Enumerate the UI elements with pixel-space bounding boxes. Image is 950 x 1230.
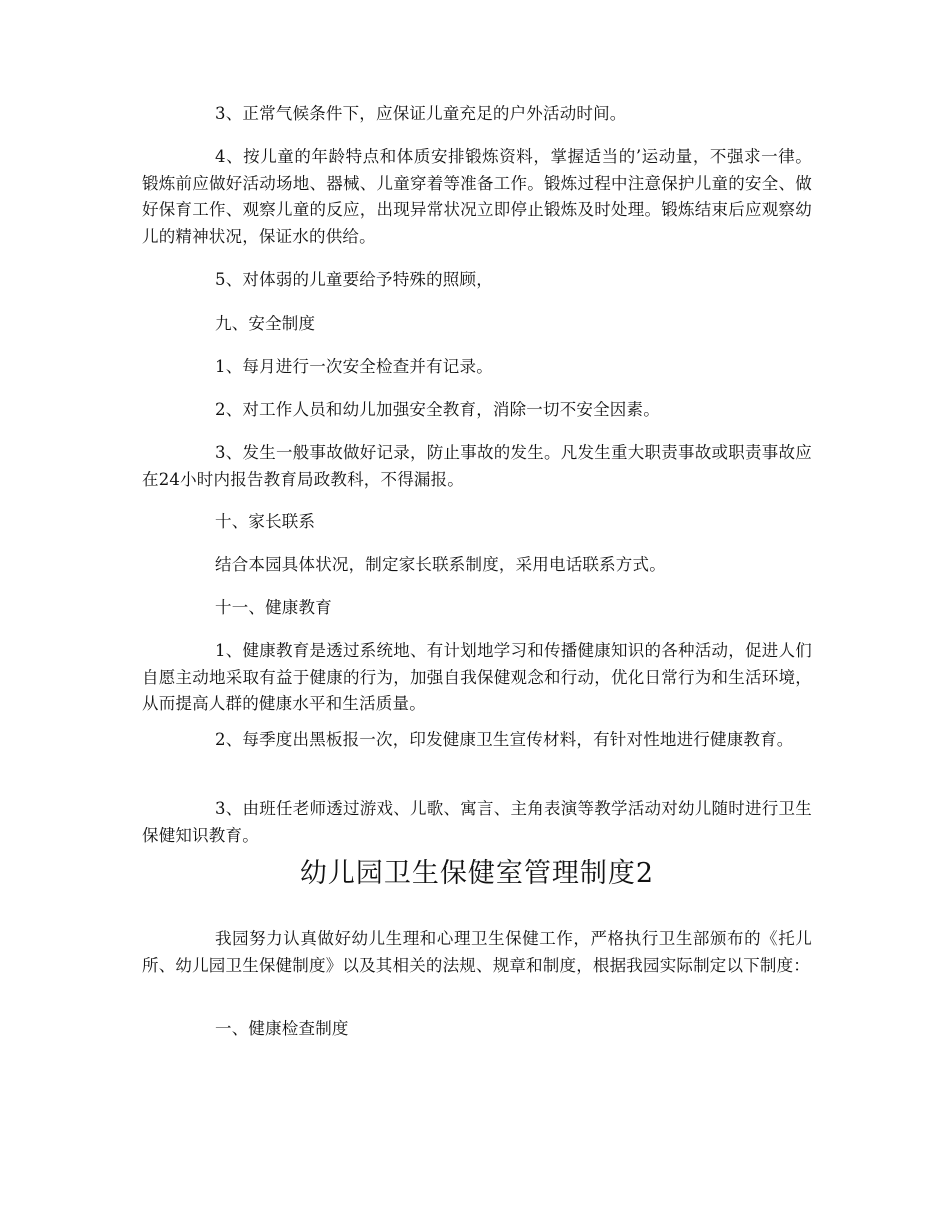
heading-safety: 九、安全制度 <box>215 314 316 333</box>
paragraph-exercise: 4、按儿童的年龄特点和体质安排锻炼资料，掌握适当的’运动量，不强求一律。锻炼前应做好活动场地、器械、儿童穿着等准备工作。锻炼过程中注意保护儿童的安全、做好保育工作、观察儿童的反应，出现异常状况立即停止锻炼及时处理。锻炼结束后应观察幼儿的精神状况，保证水的供给。 <box>142 147 812 246</box>
heading-parent-contact: 十、家长联系 <box>215 512 316 531</box>
paragraph-safety-education: 2、对工作人员和幼儿加强安全教育，消除一切不安全因素。 <box>215 400 660 419</box>
paragraph-outdoor-time: 3、正常气候条件下，应保证儿童充足的户外活动时间。 <box>215 104 627 123</box>
paragraph-monthly-check: 1、每月进行一次安全检查并有记录。 <box>215 357 493 376</box>
document-title: 幼儿园卫生保健室管理制度2 <box>299 858 655 889</box>
paragraph-health-education-definition: 1、健康教育是透过系统地、有计划地学习和传播健康知识的各种活动，促进人们自愿主动地采取有益于健康的行为，加强自我保健观念和行动，优化日常行为和生活环境，从而提高人群的健康水平和生活质量。 <box>142 641 812 713</box>
paragraph-weak-children: 5、对体弱的儿童要给予特殊的照顾， <box>215 270 493 289</box>
paragraph-blackboard: 2、每季度出黑板报一次，印发健康卫生宣传材料，有针对性地进行健康教育。 <box>215 730 794 749</box>
heading-health-check: 一、健康检查制度 <box>215 1019 349 1038</box>
paragraph-parent-contact: 结合本园具体状况，制定家长联系制度，采用电话联系方式。 <box>215 555 666 574</box>
paragraph-accident-report: 3、发生一般事故做好记录，防止事故的发生。凡发生重大职责事故或职责事故应在24小时内报告教育局政教科，不得漏报。 <box>142 443 812 489</box>
heading-health-education: 十一、健康教育 <box>215 598 332 617</box>
paragraph-intro: 我园努力认真做好幼儿生理和心理卫生保健工作，严格执行卫生部颁布的《托儿所、幼儿园卫生保健制度》以及其相关的法规、规章和制度，根据我园实际制定以下制度： <box>142 929 812 975</box>
paragraph-teacher-education: 3、由班任老师透过游戏、儿歌、寓言、主角表演等教学活动对幼儿随时进行卫生保健知识教育。 <box>142 799 812 845</box>
